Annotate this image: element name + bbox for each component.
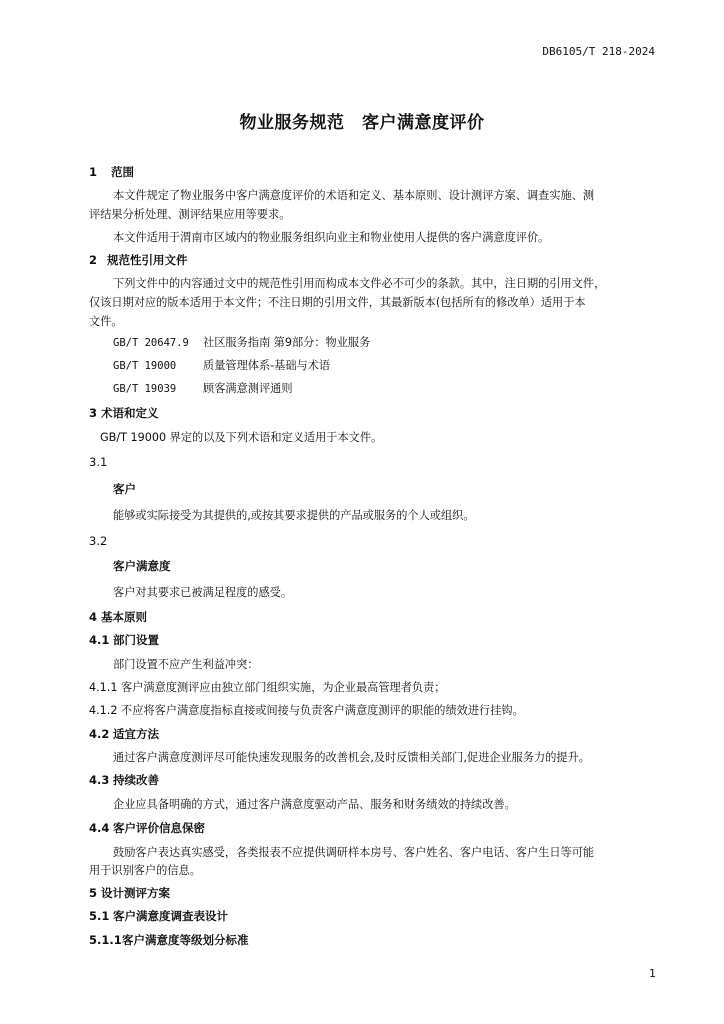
paragraph-line: 部门设置不应产生利益冲突：: [113, 658, 259, 671]
paragraph-line: GB/T 19000 界定的以及下列术语和定义适用于本文件。: [100, 431, 383, 444]
section-title: 部门设置: [113, 633, 159, 647]
subsection-heading: [89, 932, 249, 948]
paragraph-line: 通过客户满意度测评尽可能快速发现服务的改善机会,及时反馈相关部门,促进企业服务力的提升。: [113, 751, 590, 764]
section-4-heading: [89, 609, 147, 625]
section-title: 术语和定义: [101, 406, 159, 420]
section-number: 4.3: [89, 773, 110, 787]
section-number: 5.1.1: [89, 933, 122, 947]
clause-text: 客户满意度测评应由独立部门组织实施，为企业最高管理者负责；: [121, 681, 446, 694]
section-number: 4.2: [89, 727, 110, 741]
paragraph-line: 企业应具备明确的方式，通过客户满意度驱动产品、服务和财务绩效的持续改善。: [113, 798, 516, 811]
term-definition: 客户对其要求已被满足程度的感受。: [113, 586, 293, 599]
reference-code: GB/T 19000: [113, 360, 177, 372]
section-title: 设计测评方案: [101, 886, 170, 900]
paragraph-line: 本文件规定了物业服务中客户满意度评价的术语和定义、基本原则、设计测评方案、调查实施、测: [113, 189, 595, 202]
list-item: [89, 679, 445, 695]
section-number: 2: [89, 253, 98, 267]
term-definition: 能够或实际接受为其提供的,或按其要求提供的产品或服务的个人或组织。: [113, 509, 475, 522]
section-title: 范围: [111, 165, 134, 179]
reference-code: GB/T 19039: [113, 383, 177, 395]
section-2-heading: [89, 252, 188, 268]
section-number: 5: [89, 886, 98, 900]
paragraph-line: 用于识别客户的信息。: [89, 864, 201, 877]
reference-name: 质量管理体系-基础与术语: [203, 359, 331, 372]
section-3-heading: [89, 405, 159, 421]
clause-number: 3.1: [89, 455, 108, 469]
reference-item: [113, 380, 293, 396]
reference-name: 顾客满意测评通则: [203, 382, 293, 395]
reference-item: [113, 357, 330, 373]
clause-number: 4.1.1: [89, 681, 118, 694]
term-name: 客户满意度: [113, 559, 171, 573]
section-number: 4.4: [89, 821, 110, 835]
section-number: 4: [89, 610, 98, 624]
subsection-heading: [89, 908, 228, 924]
clause-text: 不应将客户满意度指标直接或间接与负责客户满意度测评的职能的绩效进行挂钩。: [121, 704, 524, 717]
clause-number: 3.2: [89, 534, 108, 548]
reference-item: [113, 334, 370, 350]
paragraph-line: 文件。: [89, 315, 123, 328]
section-number: 5.1: [89, 909, 110, 923]
section-5-heading: [89, 885, 170, 901]
document-code: DB6105/T 218-2024: [542, 45, 655, 58]
section-title: 规范性引用文件: [107, 253, 188, 267]
section-number: 1: [89, 165, 98, 179]
paragraph-line: 评结果分析处理、测评结果应用等要求。: [89, 208, 291, 221]
paragraph-line: 鼓励客户表达真实感受，各类报表不应提供调研样本房号、客户姓名、客户电话、客户生日等可能: [113, 846, 595, 859]
paragraph-line: 本文件适用于渭南市区域内的物业服务组织向业主和物业使用人提供的客户满意度评价。: [113, 231, 550, 244]
page-title: 物业服务规范 客户满意度评价: [239, 113, 485, 133]
section-title: 基本原则: [101, 610, 147, 624]
subsection-heading: [89, 632, 159, 648]
section-title: 持续改善: [113, 773, 159, 787]
term-name: 客户: [113, 482, 136, 496]
section-number: 4.1: [89, 633, 110, 647]
paragraph-line: 仅该日期对应的版本适用于本文件；不注日期的引用文件，其最新版本(包括所有的修改单）适用于本: [89, 296, 586, 309]
clause-number: 4.1.2: [89, 704, 118, 717]
paragraph-line: 下列文件中的内容通过文中的规范性引用而构成本文件必不可少的条款。其中，注日期的引用文件，: [113, 277, 606, 290]
subsection-heading: [89, 726, 159, 742]
page-number: 1: [649, 967, 656, 980]
subsection-heading: [89, 820, 205, 836]
section-title: 适宜方法: [113, 727, 159, 741]
section-title: 客户满意度调查表设计: [113, 909, 228, 923]
section-title: 客户满意度等级划分标准: [122, 933, 249, 947]
subsection-heading: [89, 772, 159, 788]
section-title: 客户评价信息保密: [113, 821, 205, 835]
section-number: 3: [89, 406, 98, 420]
reference-code: GB/T 20647.9: [113, 337, 189, 349]
reference-name: 社区服务指南 第9部分：物业服务: [203, 336, 371, 349]
list-item: [89, 702, 524, 718]
section-1-heading: [89, 164, 134, 180]
